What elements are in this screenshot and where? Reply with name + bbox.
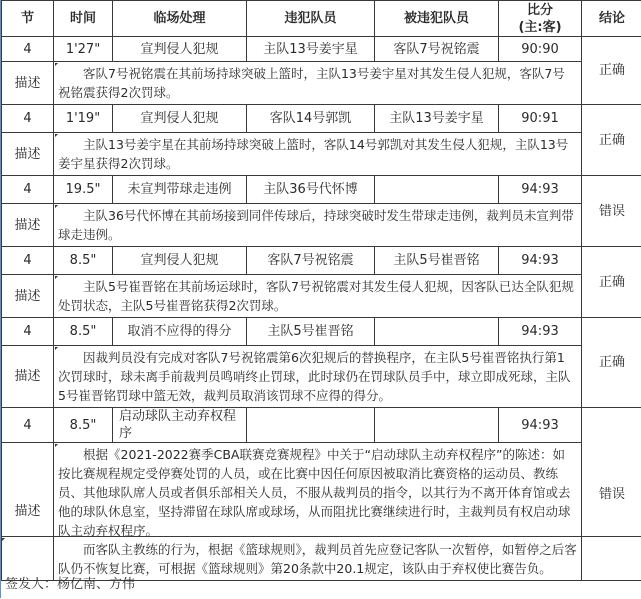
description-paragraph: 主队13号姜宇星在其前场持球突破上篮时，客队14号郭凯对其发生侵人犯规，主队13号姜宇星获得2次罚球。: [58, 135, 577, 173]
score-cell: 94:93: [499, 247, 582, 275]
header-time: 时间: [54, 1, 113, 37]
period-cell: 4: [2, 247, 54, 275]
time-cell: 8.5": [54, 408, 113, 443]
description-label: 描述: [2, 346, 54, 408]
offended-cell: 主队5号崔晋铭: [375, 247, 499, 275]
description-label: 描述: [2, 204, 54, 247]
description-row: [2, 346, 641, 408]
period-cell: 4: [2, 408, 54, 443]
offender-cell: [247, 408, 375, 443]
time-cell: 8.5": [54, 247, 113, 275]
table-row: [2, 37, 641, 62]
time-cell: 1'27": [54, 37, 113, 62]
offender-cell: 主队36号代怀博: [247, 176, 375, 204]
description-paragraph: 主队36号代怀博在其前场接到同伴传球后，持球突破时发生带球走违例，裁判员未宣判带球走违例。: [58, 206, 577, 244]
decision-cell: 未宣判带球走违例: [113, 176, 247, 204]
signer-area: [1, 536, 641, 599]
offended-cell: 客队7号祝铭震: [375, 37, 499, 62]
header-score-title: 比分: [527, 3, 553, 18]
description-text: [54, 62, 582, 105]
time-cell: 19.5": [54, 176, 113, 204]
conclusion-cell: 正确: [582, 37, 641, 105]
score-cell: 90:91: [499, 105, 582, 133]
description-text: [54, 204, 582, 247]
header-score: [499, 1, 582, 37]
description-label: 描述: [2, 62, 54, 105]
review-table: [1, 0, 641, 581]
description-row: [2, 133, 641, 176]
description-text: [54, 133, 582, 176]
score-cell: 90:90: [499, 37, 582, 62]
score-cell: 94:93: [499, 408, 582, 443]
description-paragraph: 客队7号祝铭震在其前场持球突破上篮时，主队13号姜宇星对其发生侵人犯规，客队7号祝铭震获得2次罚球。: [58, 64, 577, 102]
description-text: [54, 275, 582, 318]
table-row: [2, 408, 641, 443]
period-cell: 4: [2, 176, 54, 204]
header-offender: 违犯队员: [247, 1, 375, 37]
description-label: 描述: [2, 443, 54, 581]
description-paragraph: 根据《2021-2022赛季CBA联赛竞赛规程》中关于“启动球队主动弃权程序”的陈述：如按比赛规程规定受停赛处罚的人员，或在比赛中因任何原因被取消比赛资格的运动员、教练员、其他球队席人员或者俱乐部相关人员，不服从裁判员的指令，以其行为不离开体育馆或去他的球队休息室，坚持滞留在球队席或球场，从而阻扰比赛继续进行时，主裁判员有权启动球队主动弃权程序。: [58, 445, 577, 540]
decision-cell: 取消不应得的得分: [113, 318, 247, 346]
description-paragraph: 而客队主教练的行为，根据《篮球规则》，裁判员首先应登记客队一次暂停，如暂停之后客队仍不恢复比赛，可根据《篮球规则》第20条款中20.1规定，该队由于弃权使比赛告负。: [58, 540, 577, 578]
time-cell: 8.5": [54, 318, 113, 346]
table-row: [2, 247, 641, 275]
conclusion-cell: 错误: [582, 408, 641, 581]
description-row: [2, 275, 641, 318]
period-cell: 4: [2, 37, 54, 62]
description-row: [2, 204, 641, 247]
description-paragraph: 主队5号崔晋铭在其前场运球时，客队7号祝铭震对其发生侵人犯规，因客队已达全队犯规处罚状态，主队5号崔晋铭获得2次罚球。: [58, 277, 577, 315]
conclusion-cell: 正确: [582, 247, 641, 318]
conclusion-cell: 正确: [582, 318, 641, 408]
period-cell: 4: [2, 318, 54, 346]
description-row: [2, 62, 641, 105]
decision-cell: 宣判侵人犯规: [113, 247, 247, 275]
conclusion-cell: 错误: [582, 176, 641, 247]
offended-cell: [375, 318, 499, 346]
score-cell: 94:93: [499, 318, 582, 346]
offender-cell: 主队5号崔晋铭: [247, 318, 375, 346]
offended-cell: [375, 176, 499, 204]
header-period: 节: [2, 1, 54, 37]
header-row: [2, 1, 641, 37]
header-decision: 临场处理: [113, 1, 247, 37]
header-offended: 被违犯队员: [375, 1, 499, 37]
offended-cell: 主队13号姜宇星: [375, 105, 499, 133]
offender-cell: 客队7号祝铭震: [247, 247, 375, 275]
table-row: [2, 176, 641, 204]
table-row: [2, 105, 641, 133]
period-cell: 4: [2, 105, 54, 133]
offender-cell: 客队14号郭凯: [247, 105, 375, 133]
table-row: [2, 318, 641, 346]
conclusion-cell: 正确: [582, 105, 641, 176]
description-text: [54, 346, 582, 408]
score-cell: 94:93: [499, 176, 582, 204]
description-paragraph: 因裁判员没有完成对客队7号祝铭震第6次犯规后的替换程序，在主队5号崔晋铭执行第1次罚球时，球未离手前裁判员鸣哨终止罚球，此时球仍在罚球队员手中，球立即成死球，主队5号崔晋铭罚球中篮无效，裁判员取消该罚球不应得的得分。: [58, 348, 577, 405]
offender-cell: 主队13号姜宇星: [247, 37, 375, 62]
header-conclusion: 结论: [582, 1, 641, 37]
description-label: 描述: [2, 133, 54, 176]
header-score-sub: (主:客): [518, 20, 561, 35]
time-cell: 1'19": [54, 105, 113, 133]
decision-cell: 启动球队主动弃权程序: [113, 408, 247, 443]
description-label: 描述: [2, 275, 54, 318]
decision-cell: 宣判侵人犯规: [113, 37, 247, 62]
signer-text: 签发人：杨亿南、方伟: [5, 573, 135, 592]
offended-cell: [375, 408, 499, 443]
decision-cell: 宣判侵人犯规: [113, 105, 247, 133]
